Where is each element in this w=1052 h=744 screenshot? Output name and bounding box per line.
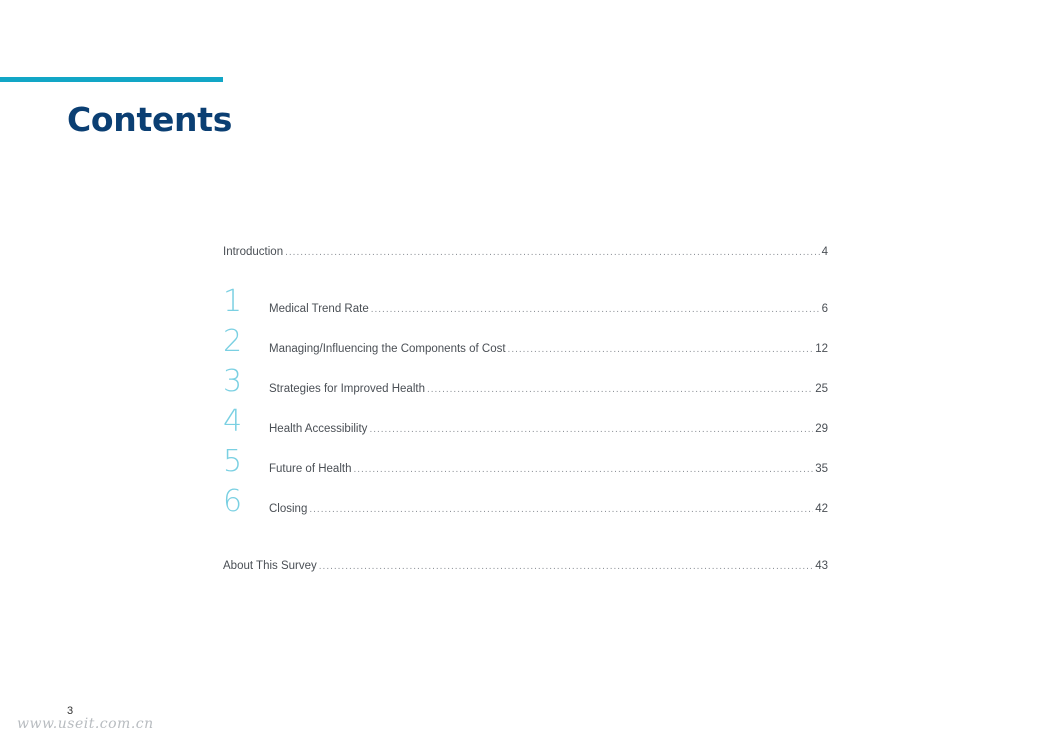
toc-item-label: Health Accessibility — [269, 423, 368, 435]
toc-item-chapter-6[interactable] — [223, 484, 828, 519]
toc-item-page: 4 — [821, 246, 828, 258]
toc-item-label: Medical Trend Rate — [269, 303, 369, 315]
page-number: 3 — [67, 705, 74, 717]
chapter-number: 6 — [223, 484, 243, 519]
toc-item-page: 42 — [815, 503, 828, 515]
toc-item-page: 6 — [821, 303, 828, 315]
dot-leader — [508, 344, 814, 355]
toc-item-page: 43 — [815, 560, 828, 572]
chapter-number: 3 — [223, 364, 243, 399]
toc-item-introduction[interactable] — [223, 246, 828, 258]
toc-item-page: 12 — [815, 343, 828, 355]
chapter-number: 1 — [223, 284, 243, 319]
dot-leader — [285, 247, 819, 258]
dot-leader — [371, 304, 820, 315]
page-title: Contents — [67, 100, 233, 139]
toc-item-label: About This Survey — [223, 560, 317, 572]
toc-item-chapter-5[interactable] — [223, 444, 828, 479]
dot-leader — [309, 504, 813, 515]
toc-item-page: 25 — [815, 383, 828, 395]
toc-item-chapter-3[interactable] — [223, 364, 828, 399]
toc-item-label: Future of Health — [269, 463, 352, 475]
toc-item-label: Strategies for Improved Health — [269, 383, 425, 395]
dot-leader — [427, 384, 813, 395]
toc-item-label: Managing/Influencing the Components of Cost — [269, 343, 506, 355]
chapter-number: 5 — [223, 444, 243, 479]
toc-item-chapter-1[interactable] — [223, 284, 828, 319]
dot-leader — [369, 424, 813, 435]
toc-item-about[interactable] — [223, 560, 828, 572]
toc-item-label: Introduction — [223, 246, 284, 258]
dot-leader — [319, 561, 813, 572]
toc-item-page: 29 — [815, 423, 828, 435]
dot-leader — [353, 464, 813, 475]
accent-bar — [0, 77, 223, 82]
toc-item-chapter-2[interactable] — [223, 324, 828, 359]
toc-item-label: Closing — [269, 503, 308, 515]
toc-item-page: 35 — [815, 463, 828, 475]
chapter-number: 4 — [223, 404, 243, 439]
toc-item-chapter-4[interactable] — [223, 404, 828, 439]
chapter-number: 2 — [223, 324, 243, 359]
watermark: www.useit.com.cn — [17, 716, 154, 732]
